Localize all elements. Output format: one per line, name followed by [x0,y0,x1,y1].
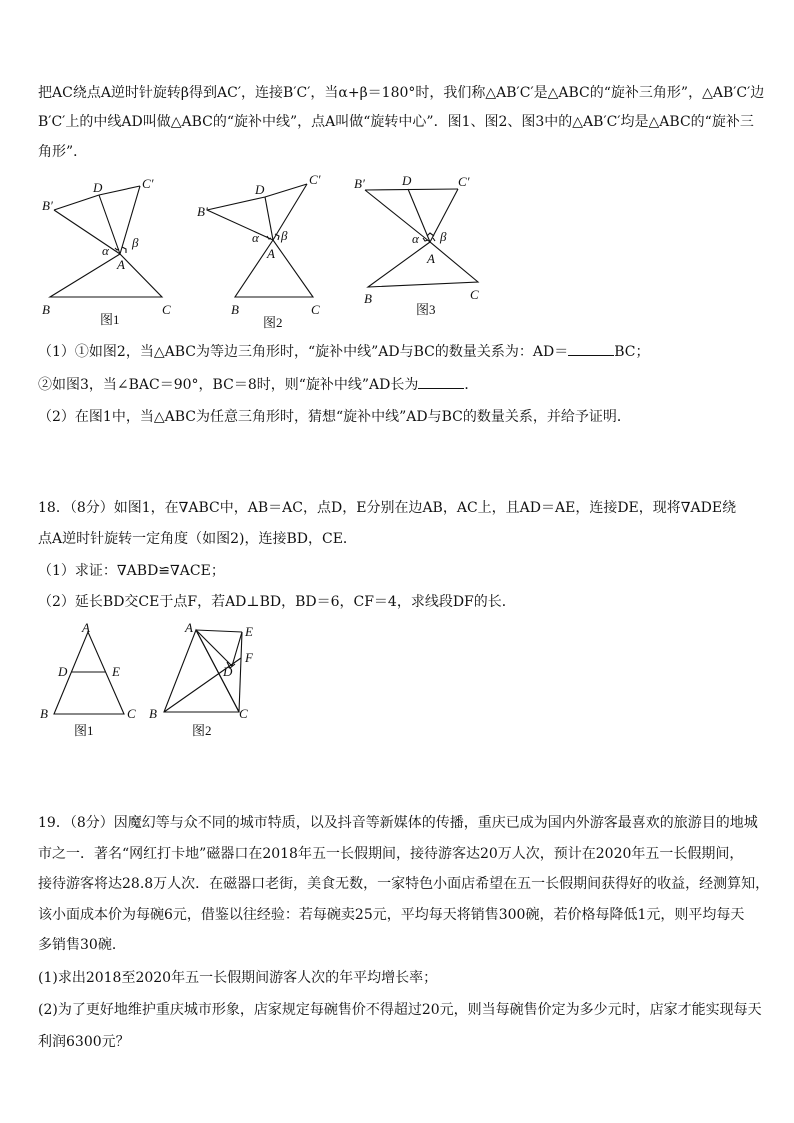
q17-fig2-label-C: C [311,302,320,317]
q18-line3: （1）求证：∇ABD≌∇ACE； [38,563,225,579]
q17-fig1-label-B1: B′ [42,198,53,213]
q17-fig2-label-B1: B′ [197,204,208,219]
q17-fig3-label-D: D [402,173,412,188]
q19-line6: (1)求出2018至2020年五一长假期间游客人次的年平均增长率； [38,970,438,986]
q18-fig2-label-C: C [239,706,248,721]
q17-fig3-right-angle [427,233,434,236]
q18-fig2-seg-AD [196,630,232,666]
q18-fig2-label-F: F [245,650,253,665]
answer-blank-1[interactable] [568,342,614,356]
q17-fig2-seg-AB1 [207,210,273,240]
q17-intro-line3: 角形”． [38,144,88,160]
q17-fig3-seg-AB1 [365,190,430,242]
q17-figure-3 [350,172,500,332]
q17-fig1-label-C: C [162,302,171,317]
q17-fig2-label-C1: C′ [309,172,321,187]
q18-line4: （2）延长BD交CE于点F，若AD⊥BD，BD＝6，CF＝4，求线段DF的长． [38,594,516,610]
q18-fig2-seg-EC [239,632,242,712]
q18-line2: 点A逆时针旋转一定角度（如图2)，连接BD，CE． [38,531,357,547]
q17-fig1-seg-AB1 [54,210,120,254]
q18-line1: 18．（8分）如图1，在∇ABC中，AB＝AC，点D，E分别在边AB，AC上，且AD＝AE，连接DE，现将∇ADE绕 [38,500,737,516]
q18-fig2-seg-AE [196,630,242,632]
q17-part1-a [38,342,649,361]
q19-line5: 多销售30碗． [38,937,126,953]
q17-fig2-arc-beta [275,234,279,240]
q17-fig3-seg-B1C1 [365,189,458,190]
q17-fig3-triangle-ABC [368,242,478,287]
q17-part1-a-tail: BC； [614,344,650,360]
q18-figure-2 [145,618,275,740]
q18-fig1-label-B: B [40,706,48,721]
q17-fig1-seg-B1D [54,195,99,210]
q17-fig2-label-D: D [255,182,265,197]
q17-fig3-label-C: C [470,287,479,302]
q18-fig1-label-A: A [82,620,90,635]
q17-fig3-caption: 图3 [416,302,436,317]
q17-fig2-label-B: B [231,302,239,317]
q19-line1: 19．（8分）因魔幻等与众不同的城市特质，以及抖音等新媒体的传播，重庆已成为国内外游客最喜欢的旅游目的地城 [38,815,758,831]
q17-fig2-seg-B1D [207,197,265,210]
q18-fig2-label-D: D [223,664,233,679]
q18-fig1-caption: 图1 [74,723,94,738]
q17-fig2-label-beta: β [281,228,288,243]
q17-fig1-label-C1: C′ [142,176,154,191]
q17-fig1-label-alpha: α [102,243,109,258]
q17-fig1-label-A: A [117,257,125,272]
q17-figure-1 [30,172,180,332]
q17-fig3-label-alpha: α [412,231,419,246]
q17-fig2-caption: 图2 [263,315,283,330]
q17-fig2-label-alpha: α [252,230,259,245]
q18-figure-1 [36,620,146,740]
q18-fig2-caption: 图2 [192,723,212,738]
q19-line2: 市之一．著名“网红打卡地”磁器口在2018年五一长假期间，接待游客达20万人次，预计在2020年五一长假期间， [38,846,744,862]
q17-part1-b-text: ②如图3，当∠BAC＝90°，BC＝8时，则“旋补中线”AD长为 [38,377,419,393]
q17-fig3-label-B: B [364,291,372,306]
q17-part1-b [38,375,478,394]
q17-fig2-median-AD [265,197,273,240]
q17-fig1-label-B: B [42,302,50,317]
q17-fig1-label-D: D [93,180,103,195]
q17-part1-a-text: （1）①如图2，当△ABC为等边三角形时，“旋补中线”AD与BC的数量关系为：AD＝ [38,344,569,360]
q17-fig3-label-A: A [427,251,435,266]
q18-fig1-label-E: E [112,664,120,679]
q17-fig1-seg-DC1 [99,186,140,195]
q19-line8: 利润6300元？ [38,1034,130,1050]
q18-fig1-label-D: D [58,664,68,679]
q17-intro-line2: B′C′上的中线AD叫做△ABC的“旋补中线”，点A叫做“旋转中心”．图1、图2、图3中的△AB′C′均是△ABC的“旋补三 [38,114,754,130]
q17-figure-2 [195,172,345,332]
q17-part2: （2）在图1中，当△ABC为任意三角形时，猜想“旋补中线”AD与BC的数量关系，并给予证明． [38,409,631,425]
q19-line7: (2)为了更好地维护重庆城市形象，店家规定每碗售价不得超过20元，则当每碗售价定为多少元时，店家才能实现每天 [38,1002,762,1018]
q17-fig3-arc-beta [433,238,435,241]
q18-fig2-label-B: B [149,706,157,721]
q18-fig2-label-E: E [245,624,253,639]
q17-fig2-arc-alpha [267,236,271,239]
q17-fig3-label-beta: β [440,229,447,244]
q17-fig1-arc-beta [122,247,126,253]
q17-fig3-label-C1: C′ [458,174,470,189]
q18-fig2-label-A: A [185,620,193,635]
q18-fig1-label-C: C [127,706,136,721]
q17-part1-b-tail: ． [464,377,479,393]
q17-intro-line1: 把AC绕点A逆时针旋转β得到AC′，连接B′C′，当α+β＝180°时，我们称△AB′C′是△ABC的“旋补三角形”，△AB′C′边 [38,85,765,101]
q17-fig1-caption: 图1 [100,312,120,327]
q19-line4: 该小面成本价为每碗6元，借鉴以往经验：若每碗卖25元，平均每天将销售300碗，若价格每降低1元，则平均每天 [38,907,745,923]
q17-fig2-label-A: A [267,246,275,261]
q17-fig1-label-beta: β [132,235,139,250]
q18-fig2-seg-AC [196,630,239,712]
q17-fig1-triangle-ABC [50,254,162,297]
q19-line3: 接待游客将达28.8万人次．在磁器口老街，美食无数，一家特色小面店希望在五一长假期间获得好的收益，经测算知， [38,876,770,892]
q17-fig3-label-B1: B′ [354,176,365,191]
answer-blank-2[interactable] [418,375,464,389]
